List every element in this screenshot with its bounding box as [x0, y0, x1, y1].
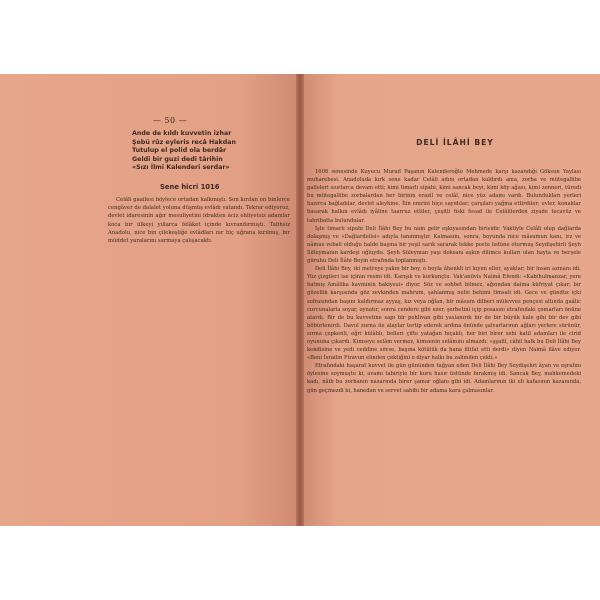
poem-date: Sene hicri 1016	[160, 183, 220, 191]
poem-line: Şebü rûz eyleris recâ Hakdan	[132, 138, 236, 146]
paragraph: Etrafındaki haşarat kuvvet ile gün gününden tuğyan eden Deli İlâhi Bey Seydişehri âyan ve eşrafını öylesine soymuştu ki, avamı tabiriyle bir kuru hasır üstünde bırakmış idi. Sancak Bey, mahkemedeki kadı, nâib bu zorbanın nazarında birer şamar oğlanı gibi idi. Adamlarının iki eli kafasının kazanında, gün geçmezdi ki, hanedan ve servet sahibi bir adama kara çalmasınlar.	[307, 363, 581, 394]
paragraph: Deli İlâhi Bey, iki metreye yakın bir boy, o boyla âhenkli iri kıyım eller, ayaklar; bir insan azmanı idi. Yüz çizgileri ise içinin resmi idi. Karışık ve korkunçtu. Vak'anüvis Naimâ Efendi: «Kabihulmanzar, yere batmış Amâlika kavminin bakiyesi» diyor. Söz ve sohbet bilmez, ağzından daima küfriyat çıkar; bir güzellik karşısında göz zevkinden mahrum, şahlanmış nefsi behimi timsali idi. Gece ve gündüz içki sofrasından başını kaldırmaz ayyaş, kız veya oğlan, bir mâsum dilberi mülevves pençesi altında gaâlic curcunalarla soyar, oynatır, sonra cendere gibi ezer, şerbetini içip posasını etrafındaki çomarları önüne atardı. Bir de bu kuvvetine sapı bir pehlivan gibi yaslanırdı bir de bir büyük kale gibi bir dev gibi böbürlenirdi. Davul zurna ile alaylar tertip ederek ardına önünde şalvarlarının ağları yerlere sürünür, sırma çepkenli, eğri külâhlı, belleri çifte yatağan bıçaklı, her biri birer sehi katil adamları ile cirid oyununa çıkardı. Kimseye selâm vermez, kimsenin selâmını almazdı: «şşafil, câhil halk bu Deli İlâhi Bey kendisine ve yedi ceddine sövse, başına kötülük da hana iltifat etti derdi» diyen Naimâ ilâve ediyor. «Beni İsrailin Firavun elinden çektiğini o diyar halkı bu zalimden çekti.»	[307, 266, 581, 362]
paragraph: İşte timarlı sipahi Deli İlâhi Bey bu nam gelir eşkıyasından birisidir. Vaktiyle Celâli olup dağlarda dolaşmış ve «Dağlardelisi» adıyla tanınmıştır. Kalmasını, sonra, boyunda nice mâsumun kanı, irz ve nâmus vebali olduğu halde başına bir yeşil sarık sararak tekke postu üstüne oturmuş Seydişehirli Şeyh Süleymanın kardeşi oğluydu. Şeyh Süleyman yaşı doksanı aşkın dilimce kulları olan hayta ve berşele güruhu Deli İlâhi Beyin etrafında toplanmıştı.	[307, 225, 581, 265]
left-body-text	[108, 196, 290, 245]
paragraph: Celâli gaailesi böylece ortadan kalkmıştı. Son kırılan on binlerce cengâver de dalalet yoluna düşmüş evlâdı vatandı. Tekrar ediyoruz, devlet idaresinin ağır mesuliyetini idrakten âciz ehliyetsiz adamlar koca bir ülkeyi yıllarca felâket içinde kıvrandırmıştı. Talihsiz Anadolu, nice bin çilekeşliğe evlâdları nır hiç uğrana kırılmış, bir müddet yaralarını sarmaya çalışacaktı.	[108, 197, 290, 245]
poem	[132, 130, 282, 173]
paragraph: 1608 senesinde Kuyucu Murad Paşanın Kalenderoğlu Mehmede karşı kazandığı Göksun Yaylası muharebesi. Anadoluda kırk sene kadar Celâli adını ortadan kaldırdı ama, zorba ve mütegallibe gaileleri sıurlarca devam etti; kimi timarlı sipahi, kimi sancak beyi, kimi köy ağası, kimi zenneri, türedi bu mütegallibe zorbalardan her birinin erazil ve celâl, nice yüz adamı vardı. Bulundukları yerleri hazırca bağladılar, devlet aleyhine. İlin emrini hiçe sayıdılar; çarşıları yağma ettirdiler; evler, konaklar basarak halkın evlâdı iyâline taarruz ettiler, çeşitli fiski fesad ile Celâlilerden ziyade tecavüz ve tahribatta bulundular.	[307, 169, 581, 224]
poem-line: Tutulup el polid ola berdâr	[132, 147, 227, 155]
poem-line: «Sızı İlmi Kalenderi serdar»	[132, 164, 230, 172]
poem-line: Ande de kıldı kuvvetin izhar	[132, 130, 232, 137]
right-body-text	[307, 168, 581, 395]
chapter-title: DELİ İLÂHİ BEY	[416, 138, 494, 147]
poem-line: Geldi bir guzi dedi târihin	[132, 155, 223, 163]
book-gutter	[296, 74, 304, 526]
page-number: — 50 —	[152, 116, 188, 125]
